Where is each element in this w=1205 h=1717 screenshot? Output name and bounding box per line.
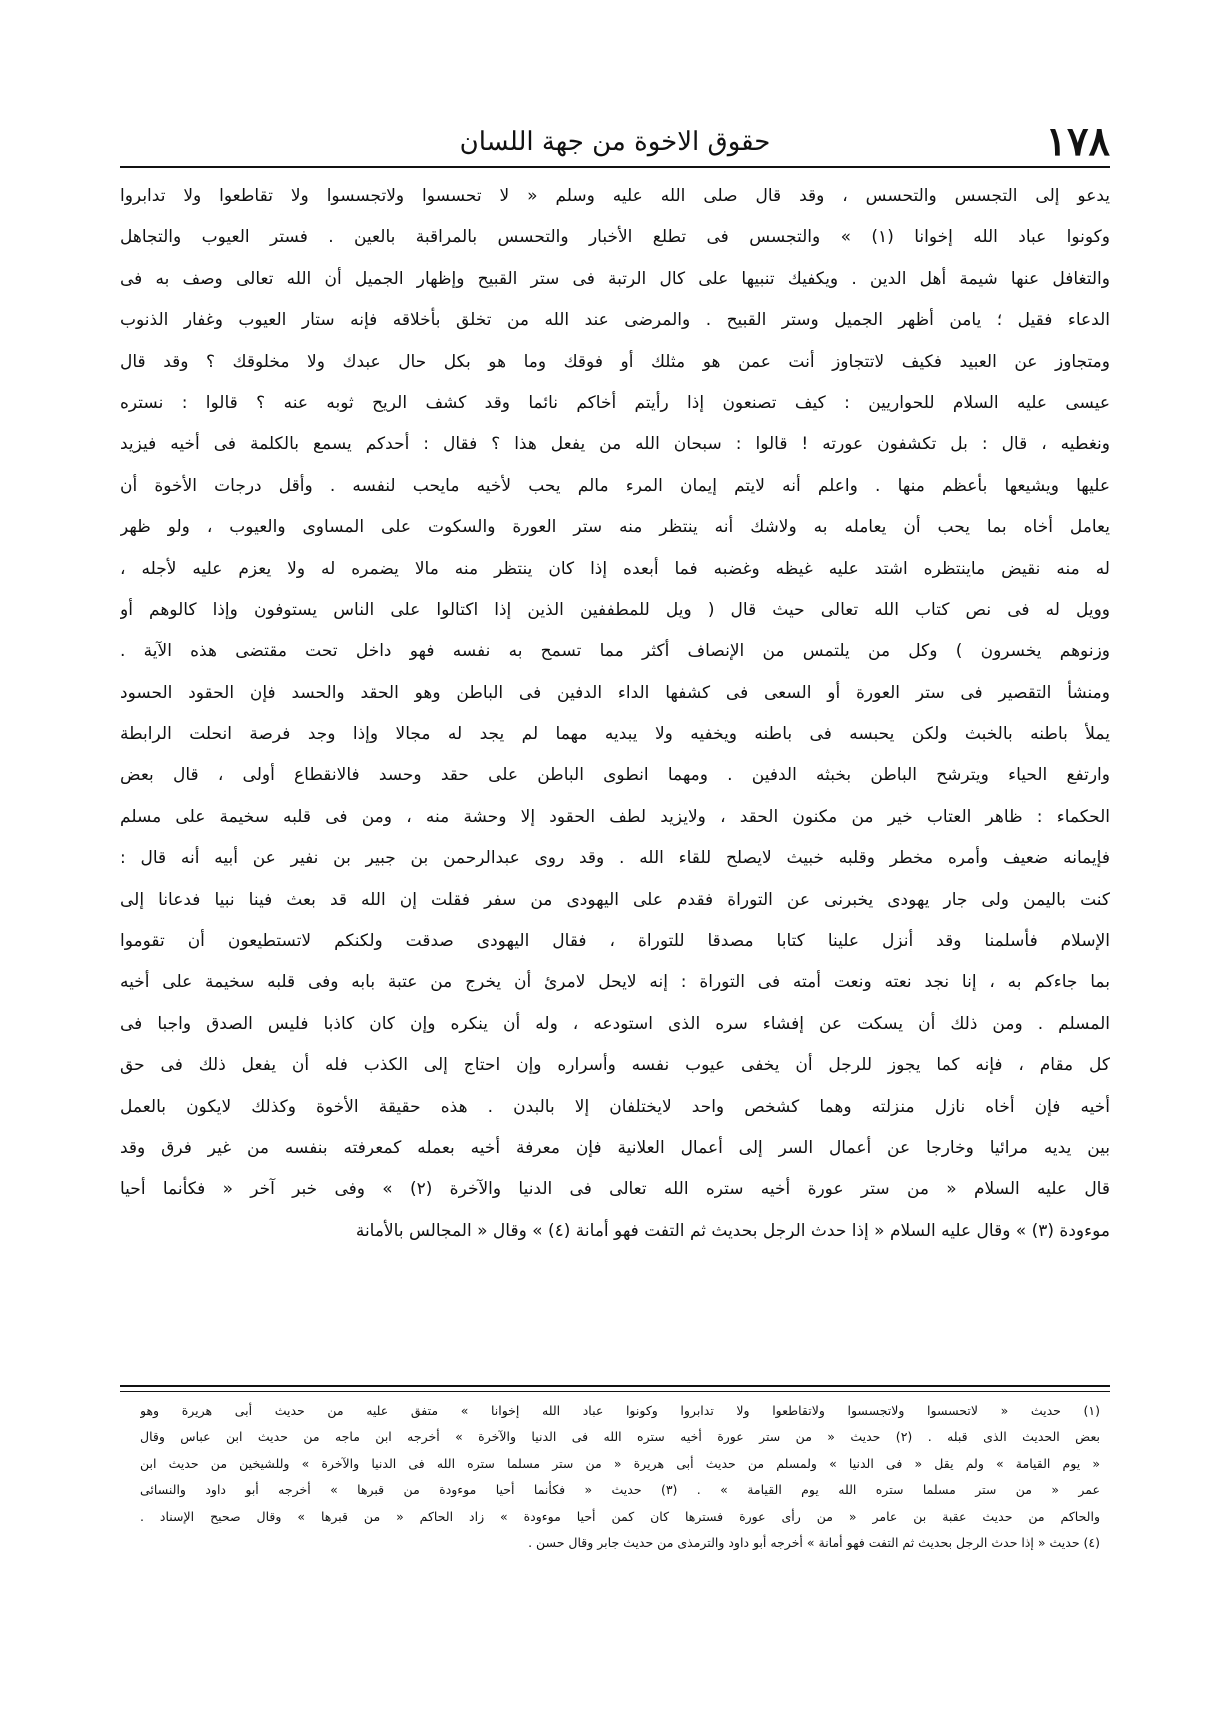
text-line: الإسلام فأسلمنا وقد أنزل علينا كتابا مصدقا للتوراة ، فقال اليهودى صدقت ولكنكم لاتستطيعون أن تقوموا	[120, 931, 1110, 952]
text-line: يملأ باطنه بالخبث ولكن يحبسه فى باطنه ويخفيه ولا يبديه مهما لم يجد له مجالا وإذا وجد فرصة انحلت الرابطة	[120, 724, 1110, 745]
text-line: والتغافل عنها شيمة أهل الدين . ويكفيك تنبيها على كال الرتبة فى ستر القبيح وإظهار الجميل أن الله تعالى وصف به فى	[120, 268, 1110, 289]
footnotes	[140, 1398, 1100, 1556]
running-head	[120, 118, 1110, 166]
text-line: موءودة (٣) » وقال عليه السلام « إذا حدث الرجل بحديث ثم التفت فهو أمانة (٤) » وقال « المجالس بالأمانة	[355, 1220, 1110, 1241]
text-line: أخيه فإن أخاه نازل منزلته وهما كشخص واحد لايختلفان إلا بالبدن . هذه حقيقة الأخوة وكذلك لايكون بالعمل	[120, 1096, 1110, 1117]
text-line: عيسى عليه السلام للحواريين : كيف تصنعون إذا رأيتم أخاكم نائما وقد كشف الريح ثوبه عنه ؟ قالوا : نستره	[120, 392, 1110, 413]
text-line: المسلم . ومن ذلك أن يسكت عن إفشاء سره الذى استودعه ، وله أن ينكره وإن كان كاذبا فليس الصدق واجبا فى	[120, 1013, 1110, 1034]
text-line: بين يديه مرائيا وخارجا عن أعمال السر إلى أعمال العلانية فإن معرفة أخيه بعمله كمعرفته بنفسه من غير فرق وقد	[120, 1137, 1110, 1158]
text-line: بما جاءكم به ، إنا نجد نعته ونعت أمته فى التوراة : إنه لايحل لامرئ أن يخرج من عتبة بابه وفى قلبه سخيمة على أخيه	[120, 972, 1110, 993]
text-line: قال عليه السلام « من ستر عورة أخيه ستره الله تعالى فى الدنيا والآخرة (٢) » وفى خبر آخر « فكأنما أحيا	[120, 1179, 1110, 1200]
page-title: حقوق الاخوة من جهة اللسان	[459, 127, 771, 157]
text-line: وويل له فى نص كتاب الله تعالى حيث قال ( ويل للمطففين الذين إذا اكتالوا على الناس يستوفون وإذا كالوهم أو	[120, 599, 1110, 620]
text-line: كنت باليمن ولى جار يهودى يخبرنى عن التوراة فقدم على اليهودى من سفر فقلت إن الله قد بعث فينا نبيا فدعانا إلى	[120, 889, 1110, 910]
text-line: ونغطيه ، قال : بل تكشفون عورته ! قالوا : سبحان الله من يفعل هذا ؟ فقال : أحدكم يسمع بالكلمة فى أخيه فيزيد	[120, 434, 1110, 455]
text-line: يعامل أخاه بما يحب أن يعامله به ولاشك أنه ينتظر منه ستر العورة والسكوت على المساوى والعيوب ، ولو ظهر	[120, 517, 1110, 538]
text-line: يدعو إلى التجسس والتحسس ، وقد قال صلى الله عليه وسلم « لا تحسسوا ولاتجسسوا ولا تقاطعوا ولا تدابروا	[120, 186, 1110, 206]
text-line: الحكماء : ظاهر العتاب خير من مكنون الحقد ، ولايزيد لطف الحقود إلا وحشة منه ، ومن فى قلبه سخيمة على مسلم	[120, 806, 1110, 827]
header-divider	[120, 166, 1110, 168]
page-number: ١٧٨	[1045, 118, 1110, 165]
footnote-line: والحاكم من حديث عقبة بن عامر « من رأى عورة فسترها كان كمن أحيا موءودة » زاد الحاكم « من قبرها » وقال صحيح الإسناد .	[140, 1508, 1100, 1524]
text-line: الدعاء فقيل ؛ يامن أظهر الجميل وستر القبيح . والمرضى عند الله من تخلق بأخلاقه فإنه ستار العيوب وغفار الذنوب	[120, 310, 1110, 331]
text-line: فإيمانه ضعيف وأمره مخطر وقلبه خبيث لايصلح للقاء الله . وقد روى عبدالرحمن بن جبير بن نفير عن أبيه أنه قال :	[120, 848, 1110, 869]
text-line: له منه نقيض ماينتظره اشتد عليه غيظه وغضبه فما أبعده إذا كان ينتظر منه مالا يضمره له ولا يعزم عليه لأجله ،	[120, 558, 1110, 579]
footnote-line: عمر « من ستر مسلما ستره الله يوم القيامة » . (٣) حديث « فكأنما أحيا موءودة من قبرها » أخرجه أبو داود والنسائى	[140, 1482, 1100, 1498]
text-line: ومنشأ التقصير فى ستر العورة أو السعى فى كشفها الداء الدفين فى الباطن وهو الحقد والحسد فإن الحقود الحسود	[120, 682, 1110, 703]
text-line: كل مقام ، فإنه كما يجوز للرجل أن يخفى عيوب نفسه وأسراره وإن احتاج إلى الكذب فله أن يفعل ذلك فى حق	[120, 1055, 1110, 1076]
text-line: وزنوهم يخسرون ) وكل من يلتمس من الإنصاف أكثر مما تسمح به نفسه فهو داخل تحت مقتضى هذه الآية .	[120, 641, 1110, 662]
footnote-line: « يوم القيامة » ولم يقل « فى الدنيا » ولمسلم من حديث أبى هريرة « من ستر مسلما ستره الله فى الدنيا والآخرة » وللشيخين من حديث ابن	[140, 1455, 1100, 1471]
text-line: عليها ويشيعها بأعظم منها . واعلم أنه لايتم إيمان المرء مالم يحب لأخيه مايحب لنفسه . وأقل درجات الأخوة أن	[120, 475, 1110, 496]
footnote-line: بعض الحديث الذى قبله . (٢) حديث « من ستر عورة أخيه ستره الله فى الدنيا والآخرة » أخرجه ابن ماجه من حديث ابن عباس وقال	[140, 1429, 1100, 1445]
footnote-line: (١) حديث « لاتحسسوا ولاتجسسوا ولاتقاطعوا ولا تدابروا وكونوا عباد الله إخوانا » متفق عليه من حديث أبى هريرة وهو	[140, 1403, 1100, 1418]
body-text	[120, 176, 1110, 1252]
footnote-line: (٤) حديث « إذا حدث الرجل بحديث ثم التفت فهو أمانة » أخرجه أبو داود والترمذى من حديث جابر وقال حسن .	[528, 1534, 1100, 1550]
footnote-divider	[120, 1385, 1110, 1392]
text-line: وارتفع الحياء ويترشح الباطن بخبثه الدفين . ومهما انطوى الباطن على حقد وحسد فالانقطاع أولى ، قال بعض	[120, 765, 1110, 786]
text-line: ومتجاوز عن العبيد فكيف لاتتجاوز أنت عمن هو مثلك أو فوقك وما هو بكل حال عبدك ولا مخلوقك ؟ وقد قال	[120, 351, 1110, 372]
text-line: وكونوا عباد الله إخوانا (١) » والتجسس فى تطلع الأخبار والتحسس بالمراقبة بالعين . فستر العيوب والتجاهل	[120, 227, 1110, 248]
